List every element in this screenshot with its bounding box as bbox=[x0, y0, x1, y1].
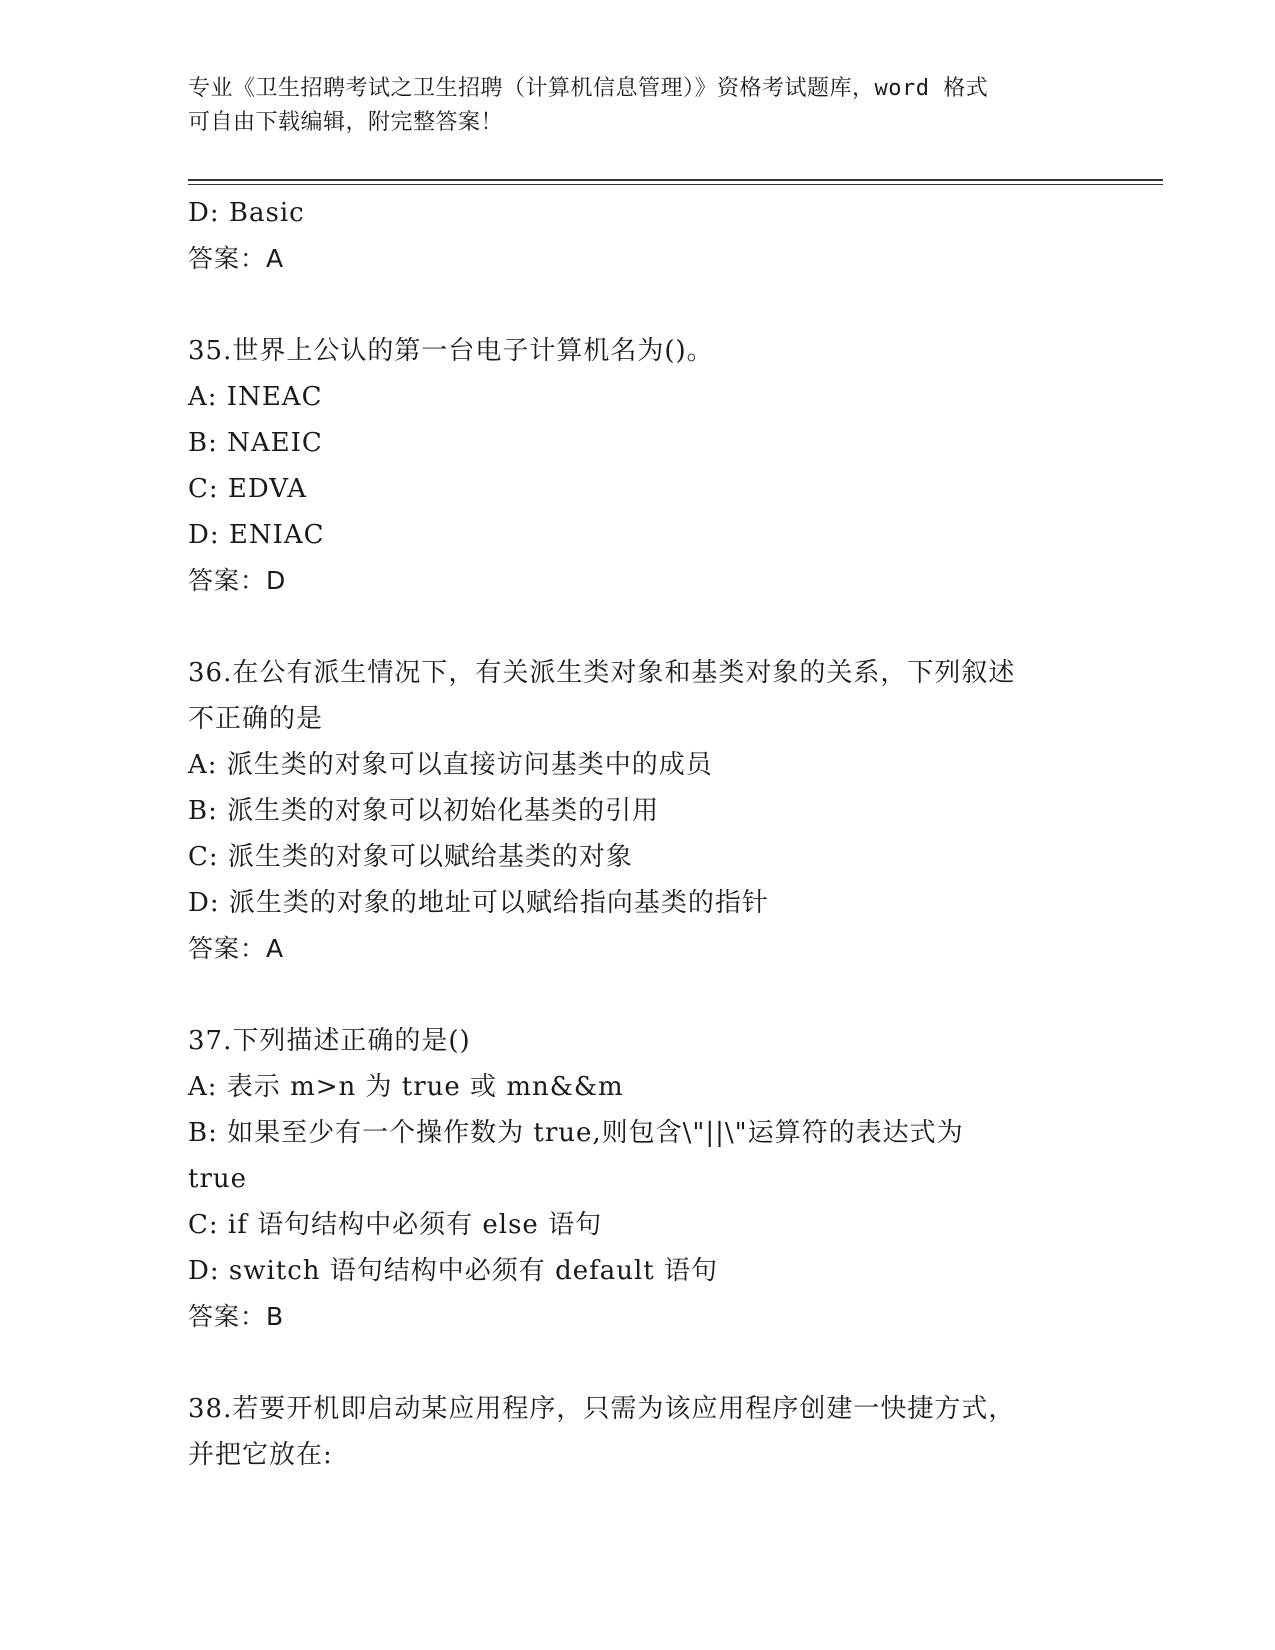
q36-option-b: B: 派生类的对象可以初始化基类的引用 bbox=[188, 796, 660, 826]
prev-answer: 答案：A bbox=[188, 244, 285, 273]
q37-option-b: B: 如果至少有一个操作数为 true,则包含\"||\"运算符的表达式为 bbox=[188, 1118, 964, 1148]
header-line-1: 专业《卫生招聘考试之卫生招聘（计算机信息管理）》资格考试题库，word 格式 bbox=[188, 76, 989, 101]
q37-option-d: D: switch 语句结构中必须有 default 语句 bbox=[188, 1256, 718, 1286]
question-list bbox=[188, 190, 1088, 1478]
q35-option-a: A: INEAC bbox=[188, 382, 323, 412]
q37-answer: 答案：B bbox=[188, 1302, 285, 1331]
q36-answer: 答案：A bbox=[188, 934, 285, 963]
q37-option-b-cont: true bbox=[188, 1164, 248, 1194]
q36-option-a: A: 派生类的对象可以直接访问基类中的成员 bbox=[188, 750, 713, 780]
prev-option-d: D: Basic bbox=[188, 198, 305, 228]
q36-option-d: D: 派生类的对象的地址可以赋给指向基类的指针 bbox=[188, 888, 769, 918]
spacer bbox=[188, 1340, 1088, 1386]
document-header bbox=[188, 72, 1068, 140]
q36-question-line-1: 36.在公有派生情况下，有关派生类对象和基类对象的关系，下列叙述 bbox=[188, 658, 1016, 688]
spacer bbox=[188, 282, 1088, 328]
q35-option-d: D: ENIAC bbox=[188, 520, 325, 550]
q35-option-c: C: EDVA bbox=[188, 474, 308, 504]
q38-question-line-2: 并把它放在: bbox=[188, 1440, 333, 1470]
q36-question-line-2: 不正确的是 bbox=[188, 704, 324, 734]
header-line-2: 可自由下载编辑，附完整答案！ bbox=[188, 110, 504, 135]
q37-question: 37.下列描述正确的是() bbox=[188, 1026, 471, 1056]
q37-option-a: A: 表示 m>n 为 true 或 mn&&m bbox=[188, 1072, 624, 1102]
q37-option-c: C: if 语句结构中必须有 else 语句 bbox=[188, 1210, 603, 1240]
spacer bbox=[188, 972, 1088, 1018]
header-divider bbox=[188, 179, 1163, 185]
q35-option-b: B: NAEIC bbox=[188, 428, 323, 458]
q35-question: 35.世界上公认的第一台电子计算机名为()。 bbox=[188, 336, 714, 366]
q38-question-line-1: 38.若要开机即启动某应用程序，只需为该应用程序创建一快捷方式， bbox=[188, 1394, 1016, 1424]
q36-option-c: C: 派生类的对象可以赋给基类的对象 bbox=[188, 842, 633, 872]
spacer bbox=[188, 604, 1088, 650]
q35-answer: 答案：D bbox=[188, 566, 287, 595]
